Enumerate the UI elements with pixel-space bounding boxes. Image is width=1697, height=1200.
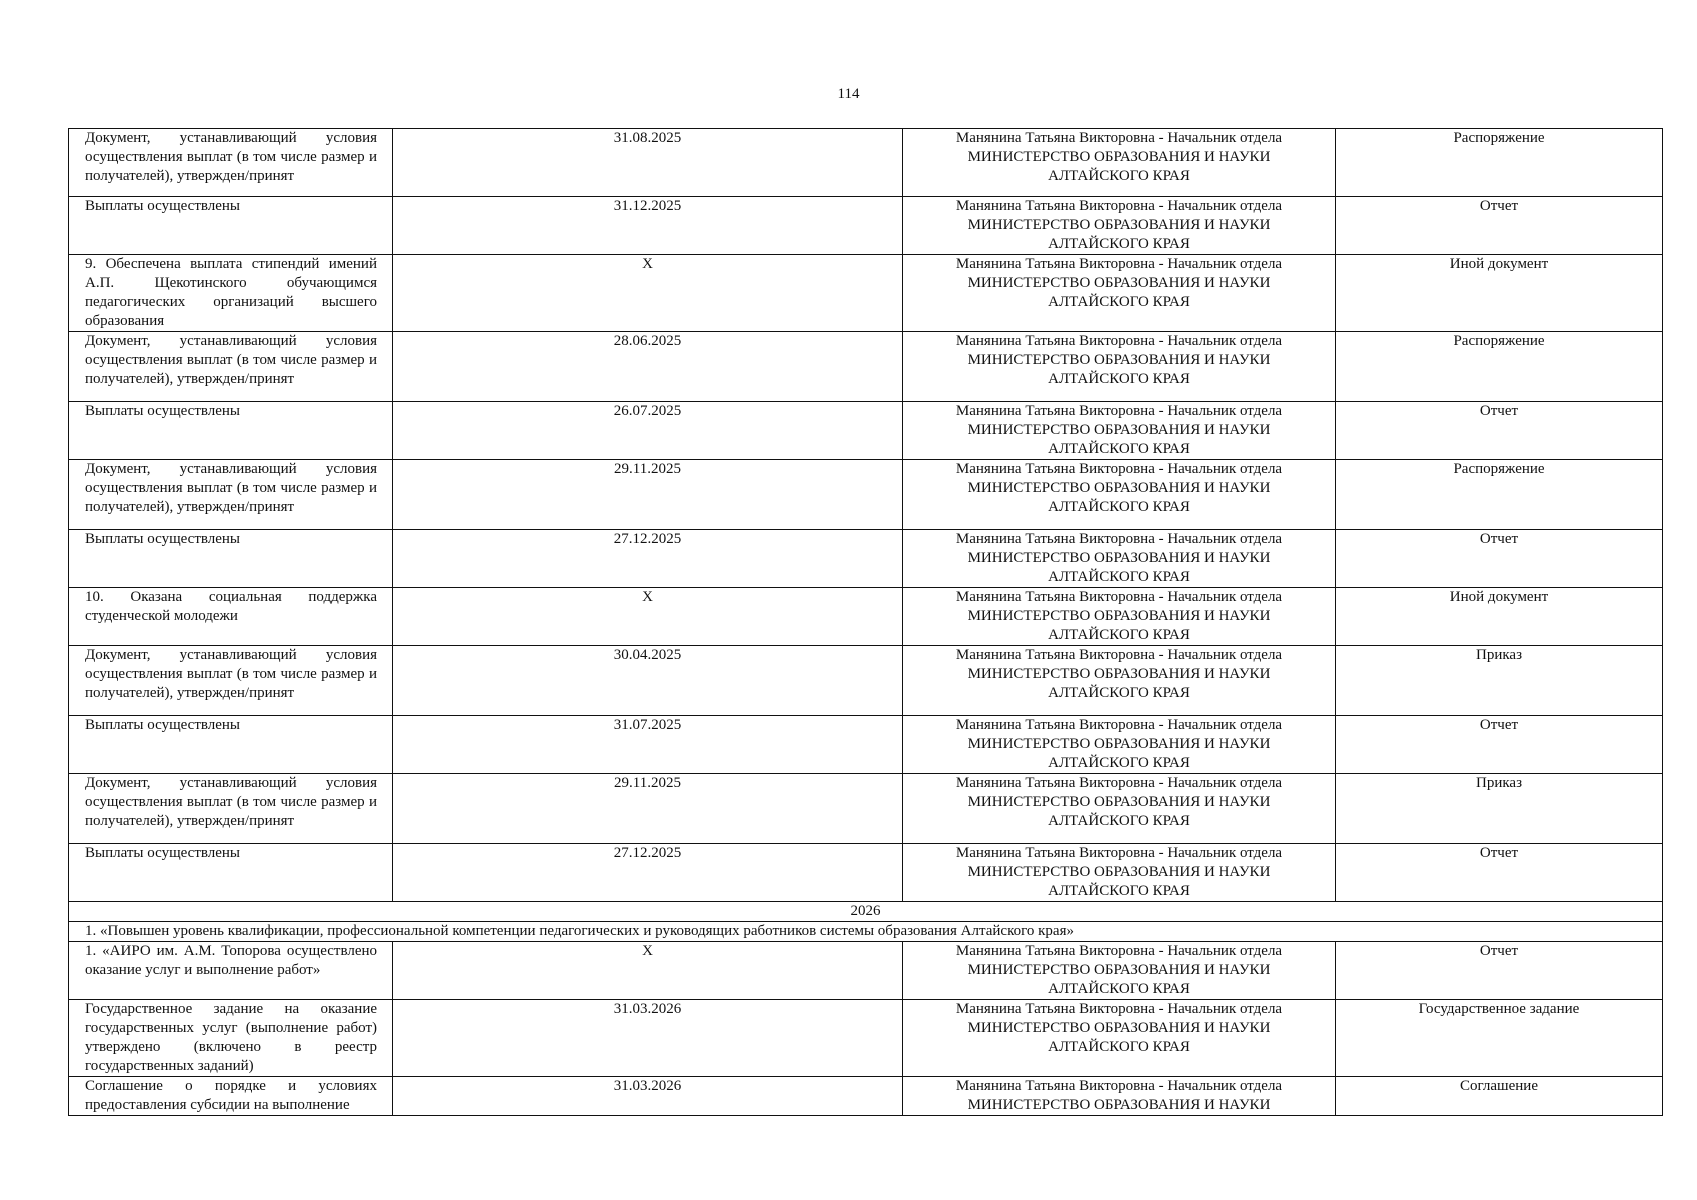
responsible-line: Манянина Татьяна Викторовна - Начальник отдела (955, 717, 1283, 733)
responsible-line: АЛТАЙСКОГО КРАЯ (1048, 755, 1190, 771)
responsible-line: АЛТАЙСКОГО КРАЯ (1048, 499, 1190, 515)
date-cell: 27.12.2025 (393, 844, 903, 902)
date-cell: 26.07.2025 (393, 402, 903, 460)
responsible-line: Манянина Татьяна Викторовна - Начальник отдела (955, 1001, 1283, 1017)
table-row (69, 588, 1663, 646)
responsible-line: МИНИСТЕРСТВО ОБРАЗОВАНИЯ И НАУКИ (967, 1097, 1271, 1113)
table-row (69, 942, 1663, 1000)
table-row (69, 716, 1663, 774)
responsible-cell (903, 460, 1336, 530)
responsible-cell (903, 588, 1336, 646)
responsible-line: АЛТАЙСКОГО КРАЯ (1048, 569, 1190, 585)
responsible-line: Манянина Татьяна Викторовна - Начальник отдела (955, 403, 1283, 419)
event-cell: Документ, устанавливающий условия осуществления выплат (в том числе размер и получателей), утвержден/принят (69, 129, 393, 197)
responsible-line: АЛТАЙСКОГО КРАЯ (1048, 168, 1190, 184)
date-cell: 30.04.2025 (393, 646, 903, 716)
responsible-line: МИНИСТЕРСТВО ОБРАЗОВАНИЯ И НАУКИ (967, 962, 1271, 978)
responsible-line: Манянина Татьяна Викторовна - Начальник отдела (955, 256, 1283, 272)
responsible-line: Манянина Татьяна Викторовна - Начальник отдела (955, 130, 1283, 146)
responsible-cell (903, 716, 1336, 774)
document-type-cell: Государственное задание (1336, 1000, 1663, 1077)
date-cell: 31.12.2025 (393, 197, 903, 255)
section-cell: 1. «Повышен уровень квалификации, профессиональной компетенции педагогических и руководящих работников системы образования Алтайского края» (69, 922, 1663, 942)
event-cell: Выплаты осуществлены (69, 402, 393, 460)
document-type-cell: Иной документ (1336, 588, 1663, 646)
responsible-line: МИНИСТЕРСТВО ОБРАЗОВАНИЯ И НАУКИ (967, 352, 1271, 368)
event-cell: 1. «АИРО им. А.М. Топорова осуществлено оказание услуг и выполнение работ» (69, 942, 393, 1000)
event-cell: Государственное задание на оказание государственных услуг (выполнение работ) утверждено (включено в реестр государственных заданий) (69, 1000, 393, 1077)
date-cell: 27.12.2025 (393, 530, 903, 588)
date-cell: 31.03.2026 (393, 1077, 903, 1116)
document-type-cell: Отчет (1336, 716, 1663, 774)
responsible-line: АЛТАЙСКОГО КРАЯ (1048, 813, 1190, 829)
responsible-cell (903, 1077, 1336, 1116)
responsible-cell (903, 942, 1336, 1000)
responsible-line: МИНИСТЕРСТВО ОБРАЗОВАНИЯ И НАУКИ (967, 217, 1271, 233)
responsible-line: МИНИСТЕРСТВО ОБРАЗОВАНИЯ И НАУКИ (967, 275, 1271, 291)
document-type-cell: Отчет (1336, 402, 1663, 460)
event-cell: Выплаты осуществлены (69, 197, 393, 255)
page-number: 114 (837, 86, 860, 102)
responsible-line: Манянина Татьяна Викторовна - Начальник отдела (955, 531, 1283, 547)
date-cell: 31.08.2025 (393, 129, 903, 197)
date-cell: 28.06.2025 (393, 332, 903, 402)
document-type-cell: Иной документ (1336, 255, 1663, 332)
responsible-line: МИНИСТЕРСТВО ОБРАЗОВАНИЯ И НАУКИ (967, 736, 1271, 752)
date-cell: 29.11.2025 (393, 774, 903, 844)
responsible-line: АЛТАЙСКОГО КРАЯ (1048, 883, 1190, 899)
table-row (69, 402, 1663, 460)
table-row (69, 332, 1663, 402)
responsible-cell (903, 646, 1336, 716)
event-cell: 9. Обеспечена выплата стипендий имений А.П. Щекотинского обучающимся педагогических организаций высшего образования (69, 255, 393, 332)
document-type-cell: Распоряжение (1336, 460, 1663, 530)
document-type-cell: Распоряжение (1336, 332, 1663, 402)
responsible-cell (903, 255, 1336, 332)
responsible-line: АЛТАЙСКОГО КРАЯ (1048, 981, 1190, 997)
responsible-line: МИНИСТЕРСТВО ОБРАЗОВАНИЯ И НАУКИ (967, 666, 1271, 682)
table-row (69, 129, 1663, 197)
responsible-line: Манянина Татьяна Викторовна - Начальник отдела (955, 333, 1283, 349)
date-cell: X (393, 255, 903, 332)
responsible-cell (903, 197, 1336, 255)
responsible-cell (903, 332, 1336, 402)
year-cell: 2026 (69, 902, 1663, 922)
document-type-cell: Отчет (1336, 942, 1663, 1000)
responsible-line: АЛТАЙСКОГО КРАЯ (1048, 685, 1190, 701)
document-type-cell: Соглашение (1336, 1077, 1663, 1116)
table-row (69, 646, 1663, 716)
event-cell: Документ, устанавливающий условия осуществления выплат (в том числе размер и получателей), утвержден/принят (69, 332, 393, 402)
date-cell: 29.11.2025 (393, 460, 903, 530)
responsible-cell (903, 1000, 1336, 1077)
document-type-cell: Распоряжение (1336, 129, 1663, 197)
event-cell: Выплаты осуществлены (69, 844, 393, 902)
document-type-cell: Приказ (1336, 646, 1663, 716)
responsible-line: АЛТАЙСКОГО КРАЯ (1048, 236, 1190, 252)
table-row (69, 774, 1663, 844)
document-type-cell: Отчет (1336, 844, 1663, 902)
table-row (69, 460, 1663, 530)
responsible-line: АЛТАЙСКОГО КРАЯ (1048, 1039, 1190, 1055)
responsible-line: МИНИСТЕРСТВО ОБРАЗОВАНИЯ И НАУКИ (967, 550, 1271, 566)
responsible-cell (903, 530, 1336, 588)
document-type-cell: Приказ (1336, 774, 1663, 844)
responsible-line: Манянина Татьяна Викторовна - Начальник отдела (955, 461, 1283, 477)
responsible-line: МИНИСТЕРСТВО ОБРАЗОВАНИЯ И НАУКИ (967, 149, 1271, 165)
responsible-line: Манянина Татьяна Викторовна - Начальник отдела (955, 589, 1283, 605)
event-cell: Соглашение о порядке и условиях предоставления субсидии на выполнение (69, 1077, 393, 1116)
responsible-line: МИНИСТЕРСТВО ОБРАЗОВАНИЯ И НАУКИ (967, 422, 1271, 438)
event-cell: Документ, устанавливающий условия осуществления выплат (в том числе размер и получателей), утвержден/принят (69, 774, 393, 844)
responsible-line: Манянина Татьяна Викторовна - Начальник отдела (955, 1078, 1283, 1094)
table-row (69, 197, 1663, 255)
document-type-cell: Отчет (1336, 197, 1663, 255)
event-cell: Выплаты осуществлены (69, 530, 393, 588)
plan-table (68, 128, 1663, 1116)
table-row (69, 255, 1663, 332)
responsible-line: Манянина Татьяна Викторовна - Начальник отдела (955, 198, 1283, 214)
event-cell: 10. Оказана социальная поддержка студенческой молодежи (69, 588, 393, 646)
responsible-line: Манянина Татьяна Викторовна - Начальник отдела (955, 775, 1283, 791)
date-cell: X (393, 588, 903, 646)
document-type-cell: Отчет (1336, 530, 1663, 588)
table-row (69, 1000, 1663, 1077)
responsible-line: МИНИСТЕРСТВО ОБРАЗОВАНИЯ И НАУКИ (967, 608, 1271, 624)
responsible-line: МИНИСТЕРСТВО ОБРАЗОВАНИЯ И НАУКИ (967, 794, 1271, 810)
table-row (69, 530, 1663, 588)
plan-table-body (69, 129, 1663, 1116)
responsible-cell (903, 774, 1336, 844)
responsible-line: МИНИСТЕРСТВО ОБРАЗОВАНИЯ И НАУКИ (967, 480, 1271, 496)
event-cell: Документ, устанавливающий условия осуществления выплат (в том числе размер и получателей), утвержден/принят (69, 646, 393, 716)
date-cell: 31.07.2025 (393, 716, 903, 774)
responsible-line: АЛТАЙСКОГО КРАЯ (1048, 371, 1190, 387)
date-cell: 31.03.2026 (393, 1000, 903, 1077)
responsible-cell (903, 129, 1336, 197)
responsible-line: Манянина Татьяна Викторовна - Начальник отдела (955, 845, 1283, 861)
responsible-line: МИНИСТЕРСТВО ОБРАЗОВАНИЯ И НАУКИ (967, 1020, 1271, 1036)
date-cell: X (393, 942, 903, 1000)
responsible-line: АЛТАЙСКОГО КРАЯ (1048, 627, 1190, 643)
table-row (69, 844, 1663, 902)
responsible-line: АЛТАЙСКОГО КРАЯ (1048, 294, 1190, 310)
responsible-line: АЛТАЙСКОГО КРАЯ (1048, 441, 1190, 457)
responsible-line: Манянина Татьяна Викторовна - Начальник отдела (955, 647, 1283, 663)
responsible-cell (903, 402, 1336, 460)
responsible-line: Манянина Татьяна Викторовна - Начальник отдела (955, 943, 1283, 959)
year-row (69, 902, 1663, 922)
event-cell: Документ, устанавливающий условия осуществления выплат (в том числе размер и получателей), утвержден/принят (69, 460, 393, 530)
event-cell: Выплаты осуществлены (69, 716, 393, 774)
responsible-line: МИНИСТЕРСТВО ОБРАЗОВАНИЯ И НАУКИ (967, 864, 1271, 880)
responsible-cell (903, 844, 1336, 902)
table-row (69, 1077, 1663, 1116)
section-row (69, 922, 1663, 942)
